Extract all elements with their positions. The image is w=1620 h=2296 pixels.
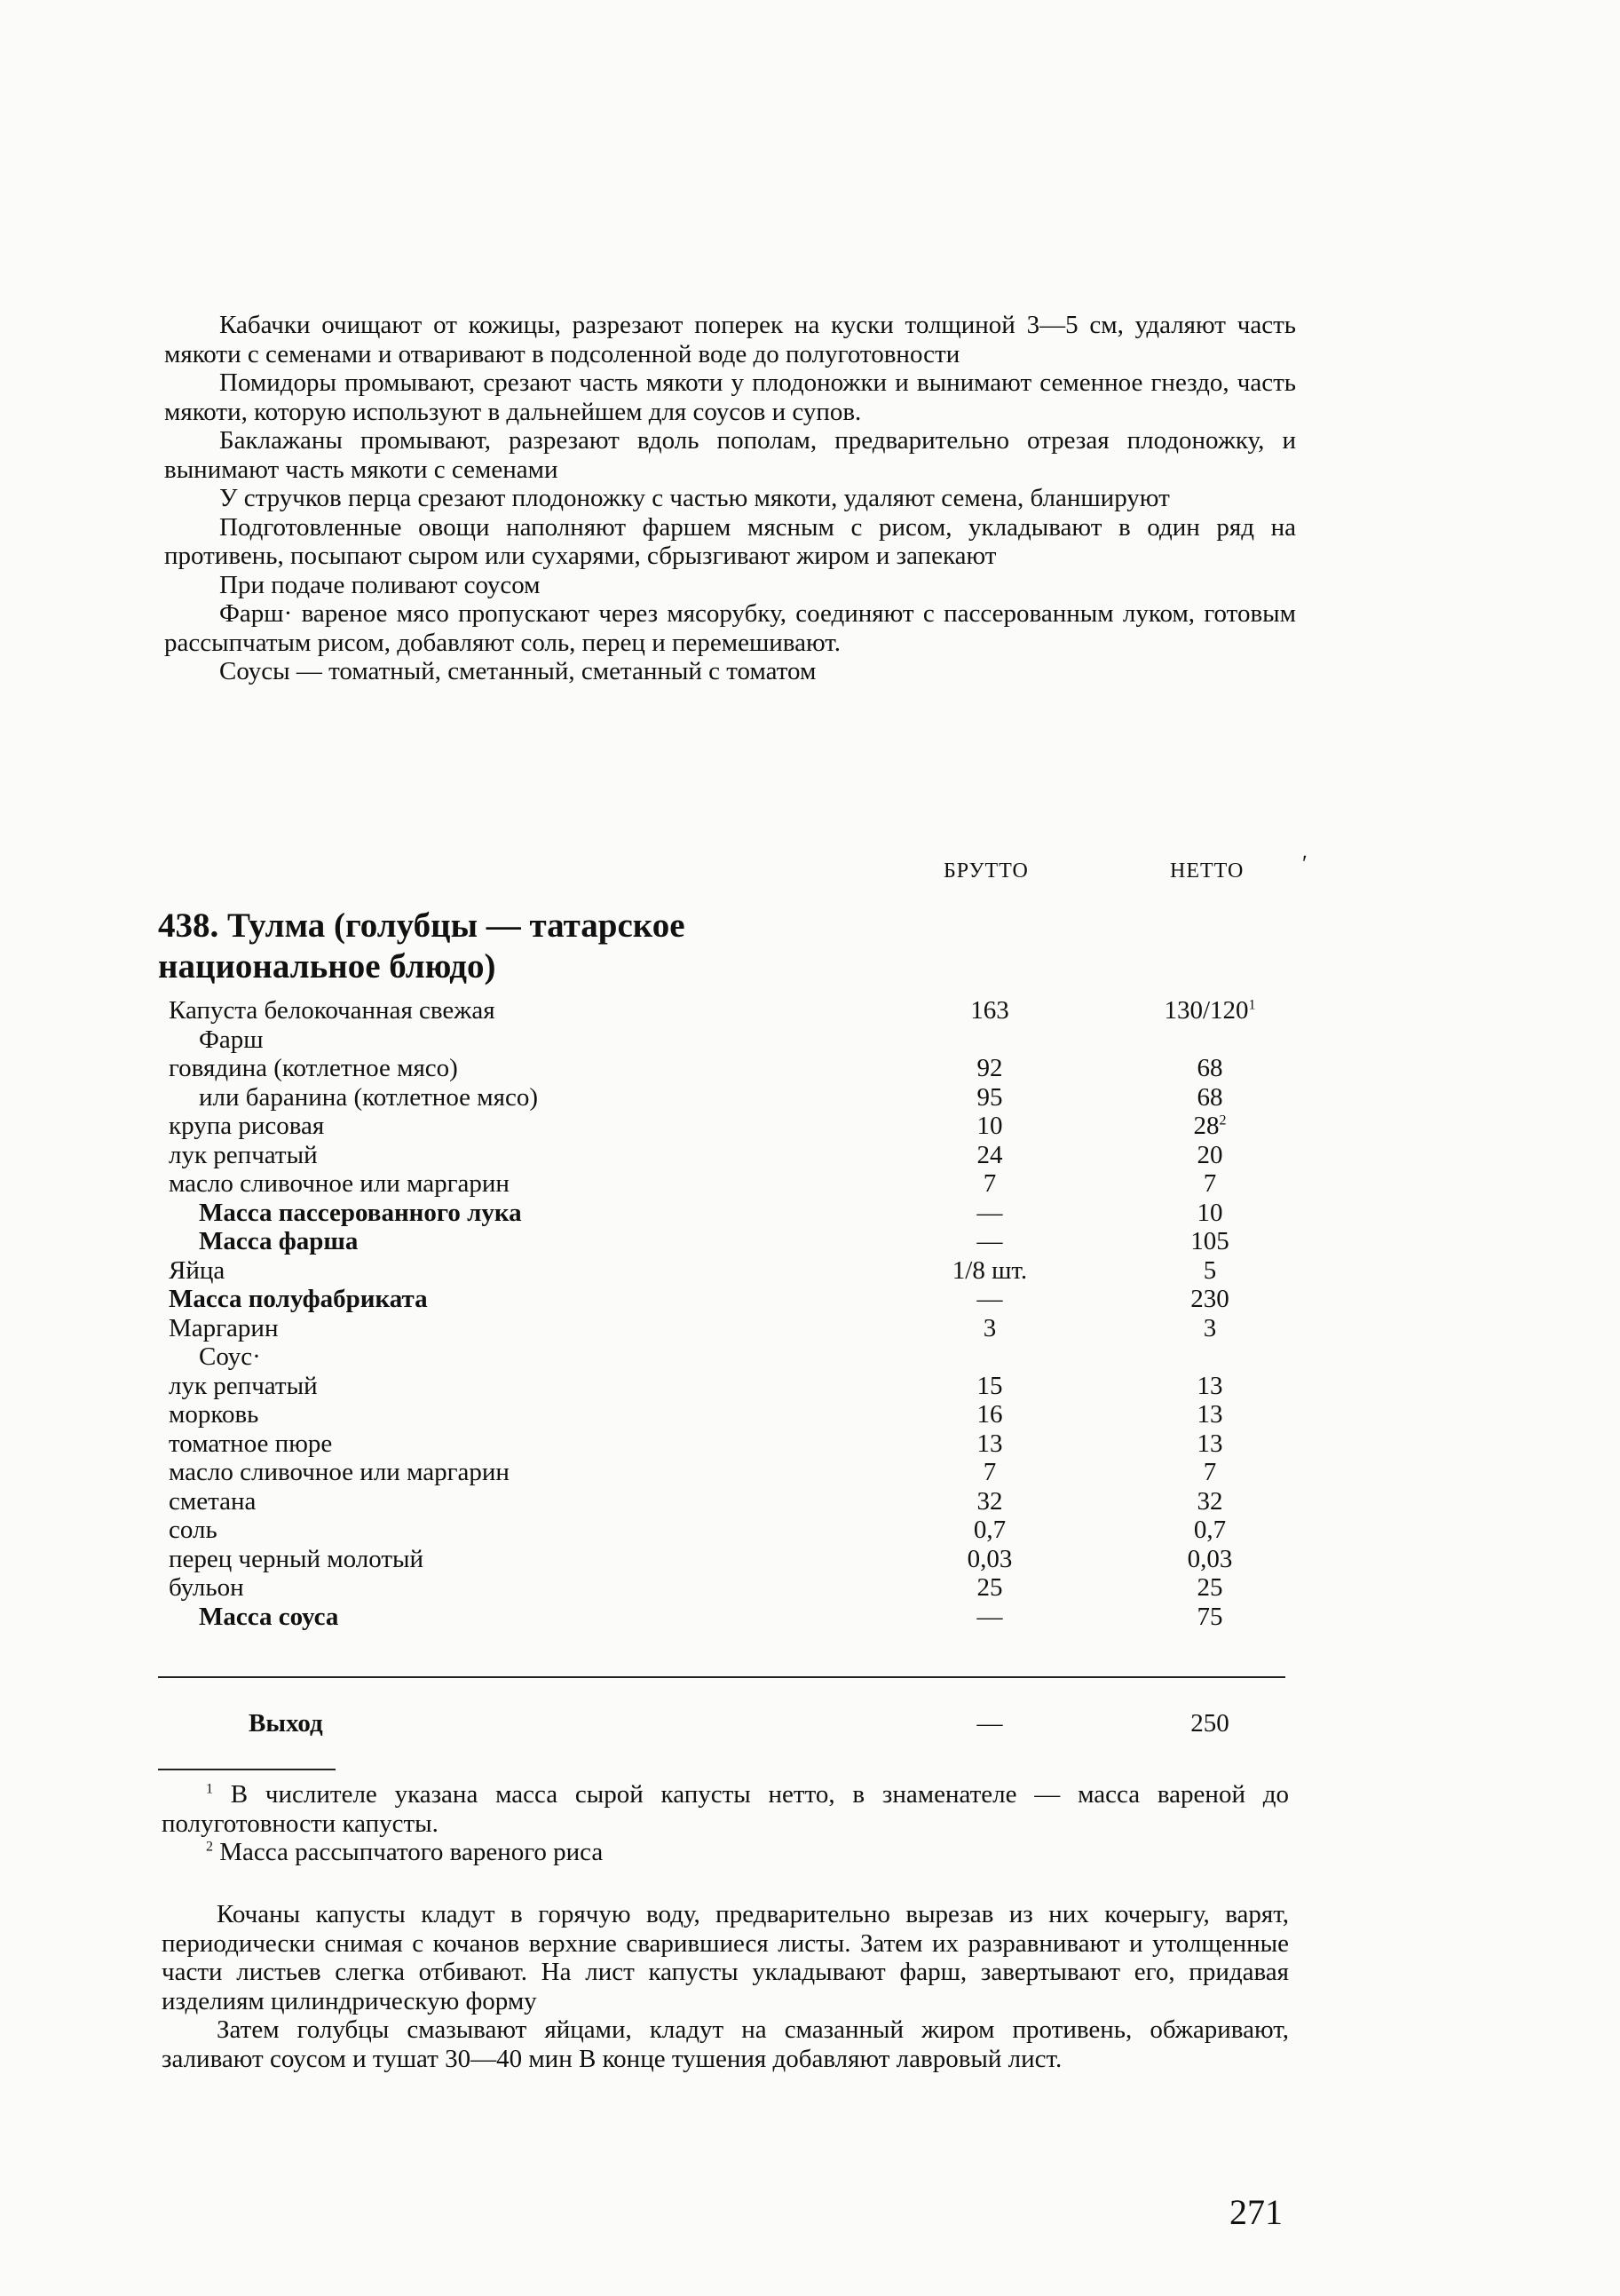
ingredient-name: Масса фарша (199, 1227, 359, 1255)
netto-cell (1117, 1372, 1303, 1401)
ingredient-row (0, 1603, 1620, 1632)
netto-value: 7 (1203, 1169, 1217, 1198)
ingredient-name: или баранина (котлетное мясо) (199, 1082, 539, 1112)
ingredient-row (0, 1545, 1620, 1574)
netto-value: 68 (1197, 1082, 1223, 1112)
brutto-value: 7 (983, 1458, 997, 1486)
brutto-value: 0,7 (973, 1516, 1007, 1544)
intro-paragraph: Фарш· вареное мясо пропускают через мясорубку, соединяют с пассерованным луком, готовым рассыпчатым рисом, добавляют соль, перец и перемешивают. (164, 599, 1296, 657)
ingredient-name: соль (169, 1516, 217, 1544)
netto-value: 3 (1203, 1313, 1217, 1342)
netto-value: 230 (1190, 1285, 1229, 1313)
ingredient-row (0, 1285, 1620, 1314)
netto-cell (1117, 1285, 1303, 1314)
ingredient-row (0, 1342, 1620, 1372)
netto-value: 5 (1203, 1255, 1217, 1285)
ingredient-row (0, 1516, 1620, 1545)
column-header-brutto: БРУТТО (944, 859, 1029, 883)
netto-cell (1117, 1227, 1303, 1256)
footnote-ref: 1 (1248, 997, 1256, 1013)
intro-paragraph: Помидоры промывают, срезают часть мякоти у плодоножки и вынимают семенное гнездо, часть мякоти, которую используют в дальнейшем для соусов и супов. (164, 368, 1296, 426)
netto-cell (1117, 1573, 1303, 1603)
ingredient-name: Масса пассерованного лука (199, 1198, 522, 1227)
ingredient-row (0, 1314, 1620, 1343)
netto-cell (1117, 1112, 1303, 1141)
netto-cell (1117, 1400, 1303, 1429)
intro-paragraph: Соусы — томатный, сметанный, сметанный с томатом (219, 657, 817, 685)
netto-value: 13 (1197, 1400, 1223, 1429)
footnote-mark: 2 (206, 1839, 213, 1855)
ingredient-row (0, 1573, 1620, 1603)
intro-paragraph: Баклажаны промывают, разрезают вдоль пополам, предварительно отрезая плодоножку, и вынимают часть мякоти с семенами (164, 426, 1296, 484)
ingredient-row (0, 1429, 1620, 1459)
yield-netto: 250 (1190, 1709, 1229, 1738)
netto-cell (1117, 1141, 1303, 1170)
intro-paragraph: При подаче поливают соусом (219, 570, 541, 599)
brutto-value: 95 (976, 1082, 1003, 1112)
ingredient-row (0, 1256, 1620, 1286)
ingredient-name: Масса соуса (199, 1602, 339, 1631)
ingredient-row (0, 1083, 1620, 1112)
brutto-value: — (976, 1285, 1003, 1313)
ingredient-table (0, 996, 1620, 1631)
netto-cell (1117, 1545, 1303, 1574)
ingredient-name: масло сливочное или маргарин (169, 1169, 510, 1198)
netto-value: 0,03 (1187, 1544, 1233, 1573)
netto-value: 13 (1197, 1429, 1223, 1458)
brutto-value: 1/8 шт. (952, 1255, 1028, 1285)
ingredient-row (0, 1372, 1620, 1401)
netto-value: 130/120 (1164, 996, 1249, 1025)
brutto-value: — (976, 1198, 1003, 1227)
netto-cell (1117, 1487, 1303, 1516)
netto-cell (1117, 1169, 1303, 1199)
ingredient-row (0, 1141, 1620, 1170)
netto-value: 25 (1197, 1573, 1223, 1602)
brutto-value: 16 (976, 1400, 1003, 1429)
ingredient-row (0, 1199, 1620, 1228)
netto-value: 68 (1197, 1054, 1223, 1082)
method-paragraph: Кочаны капусты кладут в горячую воду, предварительно вырезав из них кочерыгу, варят, периодически снимая с кочанов верхние сварившиеся листы. Затем их разравнивают и утолщенные части листьев слегка отбивают. На лист капусты укладывают фарш, завертывают его, придавая изделиям цилиндрическую форму (162, 1900, 1289, 2015)
ingredient-name: лук репчатый (169, 1140, 318, 1169)
netto-value: 105 (1190, 1227, 1229, 1255)
ingredient-row (0, 1025, 1620, 1055)
netto-cell (1117, 1458, 1303, 1487)
ingredient-name: морковь (169, 1400, 259, 1429)
brutto-value: — (976, 1227, 1003, 1255)
ingredient-name: Масса полуфабриката (169, 1285, 428, 1313)
netto-value: 7 (1203, 1458, 1217, 1486)
ingredient-name: Соус· (199, 1342, 261, 1371)
netto-cell (1117, 1314, 1303, 1343)
ingredient-name: лук репчатый (169, 1371, 318, 1400)
netto-cell (1117, 1054, 1303, 1083)
ingredient-name: томатное пюре (169, 1429, 333, 1458)
brutto-value: 7 (983, 1169, 997, 1198)
ingredient-name: бульон (169, 1573, 244, 1602)
brutto-value: 24 (976, 1140, 1003, 1169)
page-number: 271 (1229, 2192, 1283, 2232)
ingredient-name: сметана (169, 1486, 257, 1516)
ingredient-name: Фарш (199, 1025, 264, 1054)
footnote-text: В числителе указана масса сырой капусты нетто, в знаменателе — масса вареной до полуготовности капусты. (162, 1780, 1290, 1838)
brutto-value: 32 (976, 1486, 1003, 1516)
brutto-value: 10 (976, 1112, 1003, 1140)
brutto-value: 13 (976, 1429, 1003, 1458)
method-paragraph: Затем голубцы смазывают яйцами, кладут на смазанный жиром противень, обжаривают, заливают соусом и тушат 30—40 мин В конце тушения добавляют лавровый лист. (162, 2015, 1289, 2073)
ingredient-row (0, 996, 1620, 1025)
ingredient-name: говядина (котлетное мясо) (169, 1054, 458, 1082)
footnote-mark: 1 (206, 1781, 213, 1797)
netto-value: 0,7 (1193, 1516, 1227, 1544)
intro-paragraph: Подготовленные овощи наполняют фаршем мясным с рисом, укладывают в один ряд на противень, посыпают сыром или сухарями, сбрызгивают жиром и запекают (164, 512, 1296, 570)
netto-cell (1117, 996, 1303, 1025)
intro-paragraph: Кабачки очищают от кожицы, разрезают поперек на куски толщиной 3—5 см, удаляют часть мякоти с семенами и отваривают в подсоленной воде до полуготовности (164, 311, 1296, 368)
ingredient-row (0, 1487, 1620, 1516)
netto-cell (1117, 1429, 1303, 1459)
stray-mark: ʹ (1302, 851, 1308, 876)
footnote (162, 1838, 1289, 1867)
footnote-text: Масса рассыпчатого вареного риса (219, 1838, 604, 1866)
netto-value: 32 (1197, 1486, 1223, 1516)
yield-brutto: — (976, 1709, 1003, 1738)
brutto-value: 25 (976, 1573, 1003, 1602)
netto-cell (1117, 1516, 1303, 1545)
ingredient-name: масло сливочное или маргарин (169, 1458, 510, 1486)
table-divider (158, 1676, 1285, 1678)
brutto-value: 163 (970, 996, 1009, 1025)
ingredient-row (0, 1400, 1620, 1429)
intro-text (164, 311, 1296, 686)
brutto-value: — (976, 1602, 1003, 1631)
ingredient-row (0, 1054, 1620, 1083)
footnote (162, 1780, 1289, 1838)
ingredient-name: перец черный молотый (169, 1544, 423, 1573)
netto-cell (1117, 1199, 1303, 1228)
ingredient-name: Маргарин (169, 1313, 279, 1342)
ingredient-row (0, 1112, 1620, 1141)
ingredient-name: Капуста белокочанная свежая (169, 996, 495, 1025)
netto-cell (1117, 1603, 1303, 1632)
footnote-divider (158, 1769, 336, 1770)
brutto-value: 92 (976, 1054, 1003, 1082)
netto-value: 10 (1197, 1198, 1223, 1227)
netto-value: 13 (1197, 1371, 1223, 1400)
netto-value: 75 (1197, 1602, 1223, 1631)
brutto-value: 15 (976, 1371, 1003, 1400)
intro-paragraph: У стручков перца срезают плодоножку с частью мякоти, удаляют семена, бланшируют (219, 484, 1170, 512)
footnote-ref: 2 (1219, 1112, 1227, 1128)
netto-value: 28 (1193, 1112, 1220, 1140)
ingredient-row (0, 1169, 1620, 1199)
yield-label: Выход (249, 1709, 323, 1738)
netto-cell (1117, 1256, 1303, 1286)
brutto-value: 0,03 (967, 1544, 1013, 1573)
netto-value: 20 (1197, 1140, 1223, 1169)
recipe-title: 438. Тулма (голубцы — татарское национальное блюдо) (158, 907, 685, 986)
ingredient-row (0, 1227, 1620, 1256)
column-header-netto: НЕТТО (1170, 859, 1245, 883)
method-text (162, 1900, 1289, 2073)
netto-cell (1117, 1083, 1303, 1112)
ingredient-row (0, 1458, 1620, 1487)
ingredient-name: Яйца (169, 1255, 225, 1285)
ingredient-name: крупа рисовая (169, 1112, 325, 1140)
footnotes (162, 1780, 1289, 1867)
brutto-value: 3 (983, 1313, 997, 1342)
